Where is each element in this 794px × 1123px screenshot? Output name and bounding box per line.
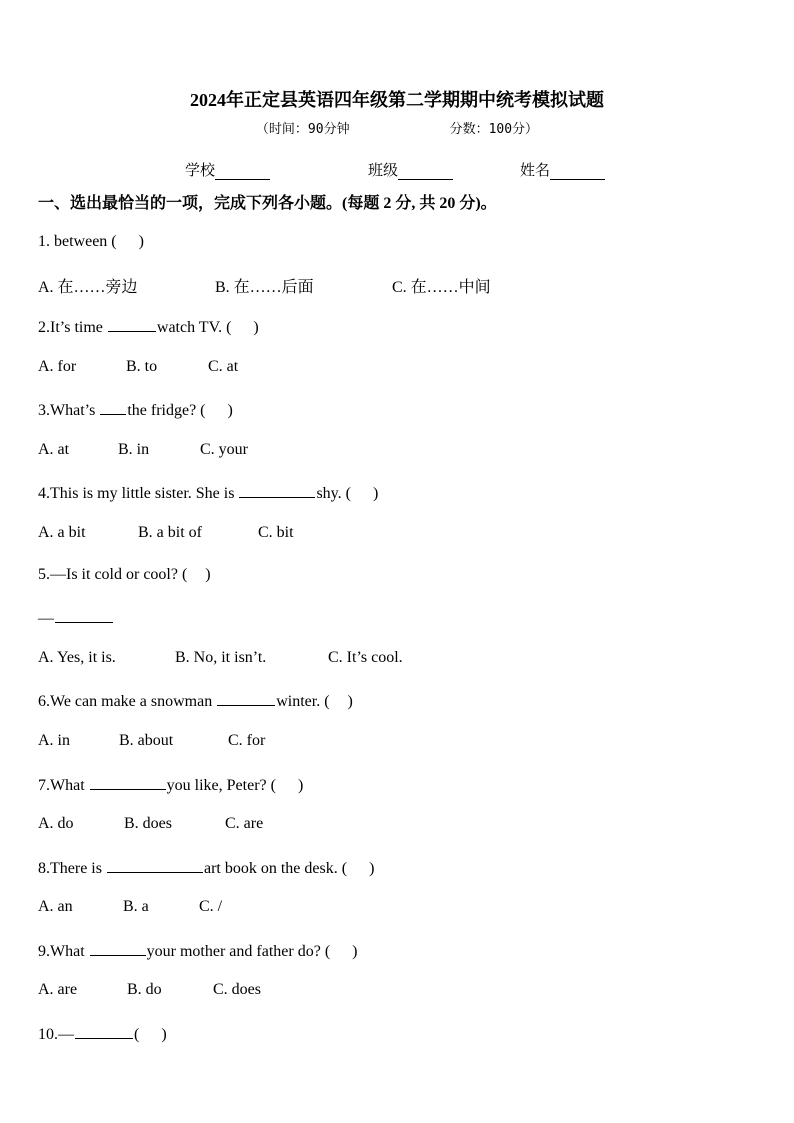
option-b[interactable]: B. does xyxy=(124,815,172,832)
question-2: 2.It’s time watch TV. ( ) xyxy=(38,316,259,337)
option-a[interactable]: A. for xyxy=(38,358,77,375)
name-blank[interactable] xyxy=(550,163,605,180)
answer-blank[interactable] xyxy=(75,1023,133,1039)
question-9: 9.What your mother and father do? ( ) xyxy=(38,940,357,961)
question-10: 10.— ( ) xyxy=(38,1023,167,1044)
section-heading: 一、选出最恰当的一项，完成下列各小题。(每题 2 分, 共 20 分)。 xyxy=(38,195,497,212)
option-c[interactable]: C. / xyxy=(199,898,223,915)
question-1: 1. between ( ) xyxy=(38,233,144,250)
option-c[interactable]: C. your xyxy=(200,441,248,458)
option-b[interactable]: B. 在……后面 xyxy=(215,279,314,296)
option-b[interactable]: B. in xyxy=(118,441,150,458)
class-blank[interactable] xyxy=(398,163,453,180)
answer-blank[interactable] xyxy=(100,399,126,415)
answer-blank[interactable] xyxy=(55,607,113,623)
option-c[interactable]: C. does xyxy=(213,981,261,998)
school-blank[interactable] xyxy=(215,163,270,180)
name-field[interactable]: 姓名 xyxy=(520,159,605,180)
option-c[interactable]: C. 在……中间 xyxy=(392,279,491,296)
option-b[interactable]: B. a bit of xyxy=(138,524,202,541)
option-c[interactable]: C. bit xyxy=(258,524,294,541)
question-4: 4.This is my little sister. She is shy. ( ) xyxy=(38,482,378,503)
option-c[interactable]: C. are xyxy=(225,815,264,832)
answer-blank[interactable] xyxy=(90,774,166,790)
option-a[interactable]: A. are xyxy=(38,981,78,998)
question-8: 8.There is art book on the desk. ( ) xyxy=(38,857,374,878)
page-title: 2024年正定县英语四年级第二学期期中统考模拟试题 xyxy=(190,90,604,110)
answer-blank[interactable] xyxy=(90,940,146,956)
answer-blank[interactable] xyxy=(107,857,203,873)
option-a[interactable]: A. at xyxy=(38,441,70,458)
exam-score: 分数：100分） xyxy=(449,122,539,137)
option-a[interactable]: A. 在……旁边 xyxy=(38,279,138,296)
option-b[interactable]: B. about xyxy=(119,732,174,749)
question-5: 5.—Is it cold or cool? ( ) xyxy=(38,566,211,583)
option-c[interactable]: C. at xyxy=(208,358,239,375)
exam-meta xyxy=(0,118,794,137)
question-6: 6.We can make a snowman winter. ( ) xyxy=(38,690,353,711)
option-b[interactable]: B. No, it isn’t. xyxy=(175,649,267,666)
option-b[interactable]: B. to xyxy=(126,358,158,375)
option-b[interactable]: B. do xyxy=(127,981,162,998)
question-5-answer-line: — xyxy=(38,607,114,628)
option-a[interactable]: A. do xyxy=(38,815,74,832)
question-7: 7.What you like, Peter? ( ) xyxy=(38,774,303,795)
option-c[interactable]: C. It’s cool. xyxy=(328,649,403,666)
class-field[interactable]: 班级 xyxy=(368,159,453,180)
option-b[interactable]: B. a xyxy=(123,898,149,915)
option-a[interactable]: A. an xyxy=(38,898,73,915)
question-3: 3.What’s the fridge? ( ) xyxy=(38,399,233,420)
option-c[interactable]: C. for xyxy=(228,732,266,749)
option-a[interactable]: A. a bit xyxy=(38,524,86,541)
option-a[interactable]: A. in xyxy=(38,732,70,749)
answer-blank[interactable] xyxy=(217,690,275,706)
answer-blank[interactable] xyxy=(108,316,156,332)
answer-blank[interactable] xyxy=(239,482,315,498)
exam-time: （时间：90分钟 xyxy=(255,122,350,137)
school-field[interactable]: 学校 xyxy=(185,159,270,180)
option-a[interactable]: A. Yes, it is. xyxy=(38,649,116,666)
